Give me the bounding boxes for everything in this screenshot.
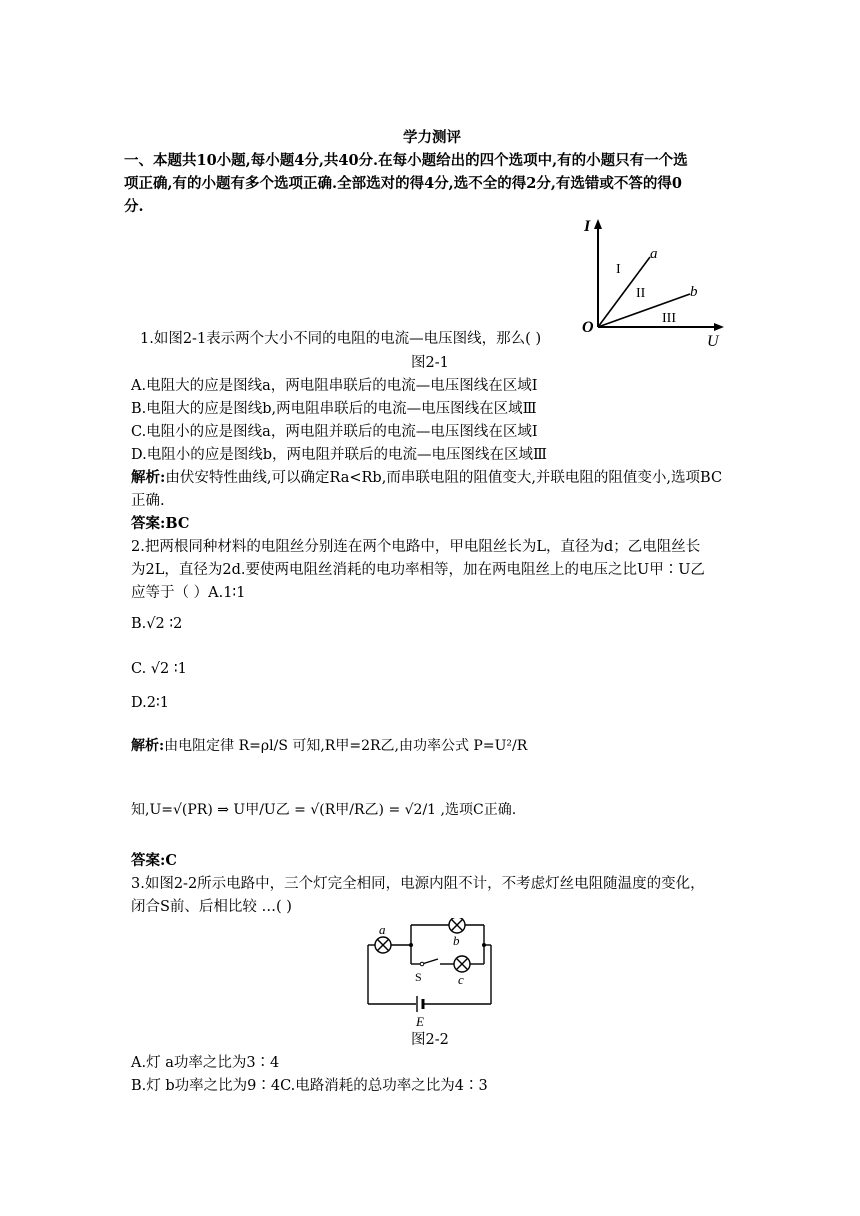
q1-option-d: D.电阻小的应是图线b，两电阻并联后的电流—电压图线在区域Ⅲ: [131, 447, 547, 463]
q2-analysis-label: 解析:: [131, 738, 165, 754]
q3-option-b-c: B.灯 b功率之比为9∶4C.电路消耗的总功率之比为4∶3: [131, 1078, 488, 1094]
q2-answer: 答案:C: [131, 852, 177, 869]
q2-analysis: [131, 736, 527, 756]
region-3-label: III: [662, 311, 676, 326]
q2-stem-line: 应等于（ ）A.1∶1: [131, 585, 246, 601]
switch-s-label: S: [415, 970, 422, 984]
q2-analysis-line2: 知,U=√(PR) ⇒ U甲/U乙 = √(R甲/R乙) = √2/1 ,选项C正确.: [131, 802, 517, 818]
q3-option-a: A.灯 a功率之比为3∶4: [131, 1055, 280, 1071]
lamp-a-label: a: [379, 922, 386, 937]
figure-2-1-caption: 图2-1: [411, 355, 449, 371]
q1-analysis-text: 正确.: [131, 493, 165, 509]
lamp-c-label: c: [458, 972, 464, 987]
q2-stem-line: 2.把两根同种材料的电阻丝分别连在两个电路中，甲电阻丝长为L，直径为d；乙电阻丝长: [131, 539, 701, 555]
q1-option-c: C.电阻小的应是图线a，两电阻并联后的电流—电压图线在区域Ⅰ: [131, 424, 538, 440]
page-title: 学力测评: [403, 129, 461, 146]
region-1-label: I: [616, 262, 621, 277]
q2-stem-line: 为2L，直径为2d.要使两电阻丝消耗的电功率相等，加在两电阻丝上的电压之比U甲∶U乙: [131, 562, 705, 578]
q1-answer: 答案:BC: [131, 515, 190, 532]
section-heading-line: 项正确,有的小题有多个选项正确.全部选对的得4分,选不全的得2分,有选错或不答的得0: [124, 175, 682, 192]
q3-stem-line: 3.如图2-2所示电路中，三个灯完全相同，电源内阻不计，不考虑灯丝电阻随温度的变化，: [131, 876, 705, 892]
section-heading-line: 一、本题共10小题,每小题4分,共40分.在每小题给出的四个选项中,有的小题只有一个选: [124, 152, 688, 169]
q1-option-b: B.电阻大的应是图线b,两电阻串联后的电流—电压图线在区域Ⅲ: [131, 401, 537, 417]
q2-option-b: B.√2 ∶2: [131, 616, 183, 632]
figure-2-1-iu-graph: [570, 215, 730, 350]
figure-2-2-caption: 图2-2: [411, 1032, 449, 1048]
axis-x-label: U: [707, 333, 719, 350]
region-2-label: II: [636, 286, 646, 301]
q1-analysis-text: 由伏安特性曲线,可以确定Ra<Rb,而串联电阻的阻值变大,并联电阻的阻值变小,选项BC: [165, 470, 723, 486]
section-heading-line: 分.: [124, 198, 144, 215]
source-e-label: E: [416, 1014, 424, 1029]
q2-option-d: D.2∶1: [131, 695, 169, 711]
q2-option-c: C. √2 ∶1: [131, 661, 187, 677]
line-a-label: a: [650, 246, 658, 262]
origin-label: O: [582, 319, 594, 336]
battery-e-icon: [417, 996, 423, 1012]
q1-stem: 1.如图2-1表示两个大小不同的电阻的电流—电压图线，那么( ): [140, 331, 542, 347]
line-b-label: b: [690, 284, 698, 300]
lamp-b-label: b: [453, 933, 460, 948]
axis-y-label: I: [584, 218, 591, 235]
figure-2-2-circuit: [360, 918, 500, 1030]
q1-option-a: A.电阻大的应是图线a，两电阻串联后的电流—电压图线在区域Ⅰ: [131, 378, 538, 394]
q3-stem-line: 闭合S前、后相比较 …( ): [131, 899, 292, 915]
q1-analysis-label: 解析:: [131, 469, 166, 486]
switch-s-icon: [422, 959, 438, 964]
q2-analysis-line1: 由电阻定律 R=ρl/S 可知,R甲=2R乙,由功率公式 P=U²/R: [164, 738, 528, 754]
